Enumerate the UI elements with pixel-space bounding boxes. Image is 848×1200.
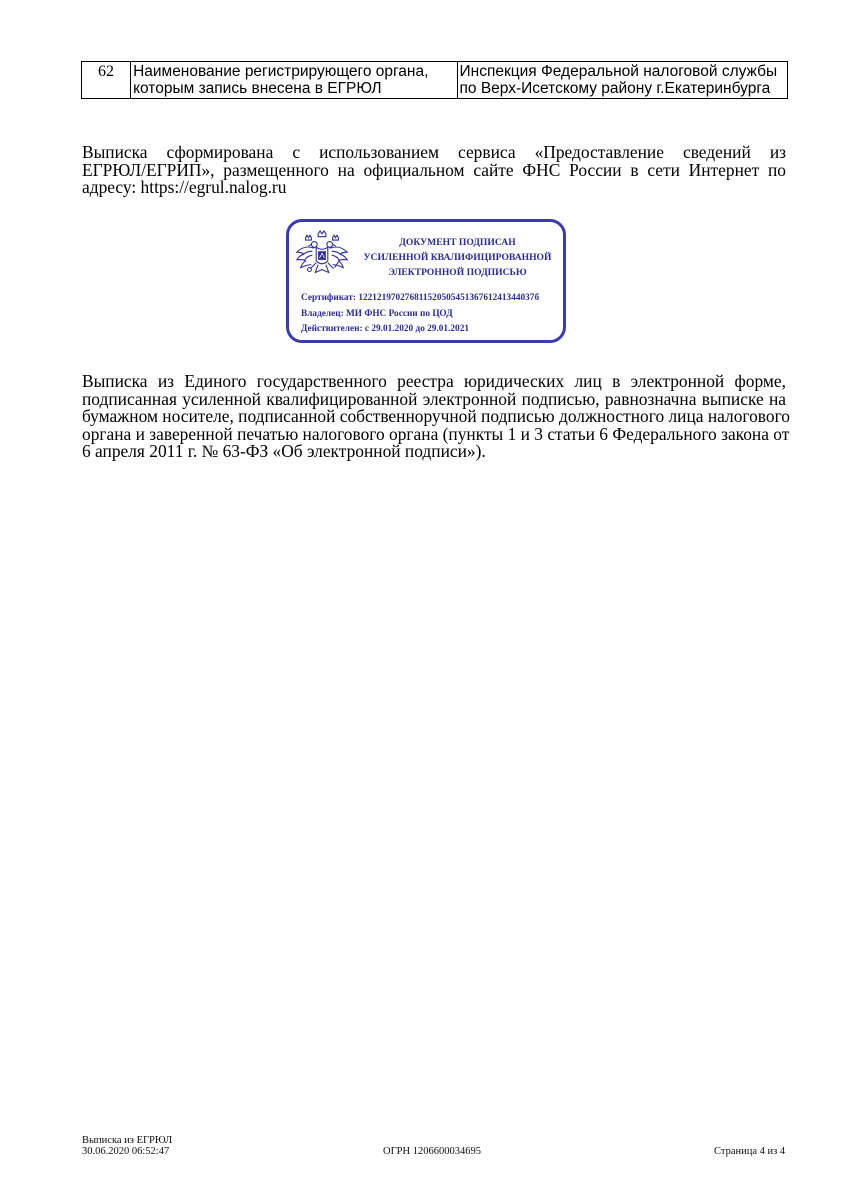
stamp-certificate: Сертификат: 12212197027681152050545136761241344037б — [301, 293, 540, 303]
stamp-title-line: ЭЛЕКТРОННОЙ ПОДПИСЬЮ — [388, 267, 527, 278]
paragraph-line: бумажном носителе, подписанной собственноручной подписью должностного лица налогового — [82, 406, 790, 426]
row-field-value-line: по Верх-Исетскому району г.Екатеринбурга — [459, 80, 771, 97]
footer-doc-title: Выписка из ЕГРЮЛ — [82, 1135, 173, 1146]
stamp-title-line: ДОКУМЕНТ ПОДПИСАН — [399, 237, 516, 248]
row-number: 62 — [82, 62, 131, 99]
row-field-value-line: Инспекция Федеральной налоговой службы — [459, 63, 778, 80]
paragraph-line: адресу: https://egrul.nalog.ru — [82, 177, 287, 197]
table-row — [82, 62, 788, 99]
paragraph-line: 6 апреля 2011 г. № 63-ФЗ «Об электронной подписи»). — [82, 441, 486, 461]
row-field-name — [131, 62, 457, 99]
paragraph-line: Выписка сформирована с использованием сервиса «Предоставление сведений из — [82, 142, 786, 162]
row-field-name-line: Наименование регистрирующего органа, — [133, 63, 429, 80]
stamp-title — [355, 235, 560, 280]
stamp-title-line: УСИЛЕННОЙ КВАЛИФИЦИРОВАННОЙ — [363, 252, 552, 263]
egrul-table — [81, 61, 788, 99]
footer-page-number: Страница 4 из 4 — [714, 1146, 786, 1157]
paragraph-line: ЕГРЮЛ/ЕГРИП», размещенного на официальном сайте ФНС России в сети Интернет по — [82, 159, 786, 180]
legal-note-paragraph — [82, 371, 790, 461]
paragraph-line: органа и заверенной печатью налогового органа (пункты 1 и 3 статьи 6 Федерального закона от — [82, 423, 790, 444]
paragraph-line: Выписка из Единого государственного реестра юридических лиц в электронной форме, — [82, 371, 786, 391]
footer-doc-info — [82, 1135, 172, 1157]
row-field-name-line: которым запись внесена в ЕГРЮЛ — [133, 80, 382, 97]
russian-coat-of-arms-icon — [293, 228, 351, 286]
service-note-paragraph — [82, 144, 786, 197]
paragraph-line: подписанная усиленной квалифицированной электронной подписью, равнозначна выписке на — [82, 388, 786, 409]
row-field-value — [457, 62, 787, 99]
stamp-details — [301, 291, 539, 338]
electronic-signature-stamp — [286, 219, 566, 343]
footer-ogrn: ОГРН 1206600034695 — [383, 1146, 481, 1157]
stamp-validity: Действителен: с 29.01.2020 до 29.01.2021 — [301, 324, 469, 334]
stamp-owner: Владелец: МИ ФНС России по ЦОД — [301, 308, 453, 319]
footer-datetime: 30.06.2020 06:52:47 — [82, 1146, 170, 1157]
